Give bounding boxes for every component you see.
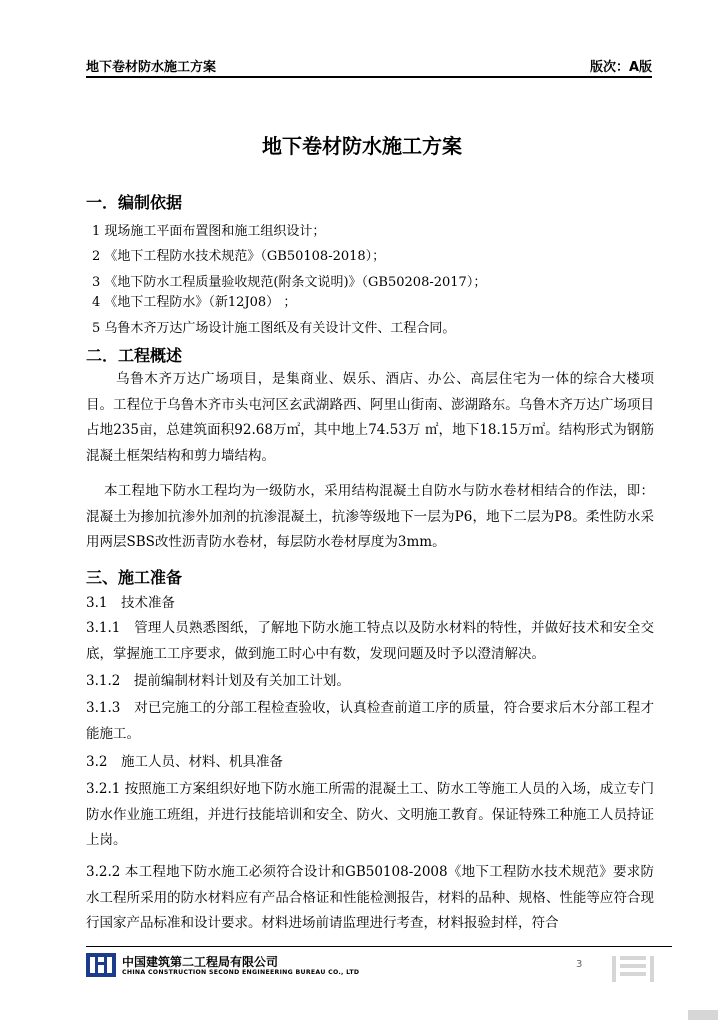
footer-decoration bbox=[608, 950, 720, 1024]
document-title: 地下卷材防水施工方案 bbox=[262, 134, 462, 158]
header-doc-name: 地下卷材防水施工方案 bbox=[86, 60, 217, 75]
preparation-paragraph: 3.1.3 对已完施工的分部工程检查验收，认真检查前道工序的质量，符合要求后木分部工程才能施工。 bbox=[86, 700, 654, 742]
preparation-paragraph: 3.1.2 提前编制材料计划及有关加工计划。 bbox=[86, 673, 350, 689]
section-heading-overview: 二．工程概述 bbox=[86, 346, 183, 365]
basis-item: 4 《地下工程防水》（新12J08） ； bbox=[92, 295, 297, 310]
preparation-paragraph: 3.1.1 管理人员熟悉图纸，了解地下防水施工特点以及防水材料的特性，并做好技术和安全交底，掌握施工工序要求，做到施工时心中有数，发现问题及时予以澄清解决。 bbox=[86, 620, 654, 662]
preparation-paragraph: 3.2.1 按照施工方案组织好地下防水施工所需的混凝土工、防水工等施工人员的入场，成立专门防水作业施工班组，并进行技能培训和安全、防火、文明施工教育。保证特殊工种施工人员持证上岗。 bbox=[86, 781, 654, 848]
basis-item: 1 现场施工平面布置图和施工组织设计； bbox=[92, 224, 326, 239]
subsection-heading: 3.1 技术准备 bbox=[86, 595, 175, 611]
section-heading-preparation: 三、施工准备 bbox=[86, 568, 183, 587]
footer-divider bbox=[86, 946, 672, 947]
header-version: 版次：A版 bbox=[589, 60, 652, 75]
preparation-paragraph: 3.2.2 本工程地下防水施工必须符合设计和GB50108-2008《地下工程防水技术规范》要求防水工程所采用的防水材料应有产品合格证和性能检测报告，材料的品种、规格、性能等应符合现行国家产品标准和设计要求。材料进场前请监理进行考查，材料报验封样，符合 bbox=[86, 864, 654, 931]
header-divider bbox=[86, 76, 652, 78]
basis-item: 2 《地下工程防水技术规范》（GB50108-2018）； bbox=[92, 249, 386, 264]
overview-paragraph: 乌鲁木齐万达广场项目，是集商业、娱乐、酒店、办公、高层住宅为一体的综合大楼项目。工程位于乌鲁木齐市头屯河区玄武湖路西、阿里山街南、澎湖路东。乌鲁木齐万达广场项目占地235亩，总建筑面积92.68万㎡，其中地上74.53万 ㎡，地下18.15万㎡。结构形式为钢筋混凝土框架结构和剪力墙结构。 bbox=[86, 371, 654, 464]
page-header bbox=[86, 56, 652, 76]
basis-item: 5 乌鲁木齐万达广场设计施工图纸及有关设计文件、工程合同。 bbox=[92, 321, 456, 336]
section-heading-basis: 一．编制依据 bbox=[86, 193, 183, 212]
overview-paragraph: 本工程地下防水工程均为一级防水，采用结构混凝土自防水与防水卷材相结合的作法，即：混凝土为掺加抗渗外加剂的抗渗混凝土，抗渗等级地下一层为P6，地下二层为P8。柔性防水采用两层SBS改性沥青防水卷材，每层防水卷材厚度为3mm。 bbox=[86, 483, 654, 550]
footer-company-en: CHINA CONSTRUCTION SECOND ENGINEERING BUREAU CO., LTD bbox=[122, 969, 360, 976]
footer-company-cn: 中国建筑第二工程局有限公司 bbox=[122, 955, 279, 969]
basis-item: 3 《地下防水工程质量验收规范(附条文说明)》（GB50208-2017）； bbox=[92, 275, 487, 290]
page-number: 3 bbox=[576, 959, 583, 970]
cscec-logo-icon bbox=[86, 953, 116, 977]
subsection-heading: 3.2 施工人员、材料、机具准备 bbox=[86, 754, 283, 770]
